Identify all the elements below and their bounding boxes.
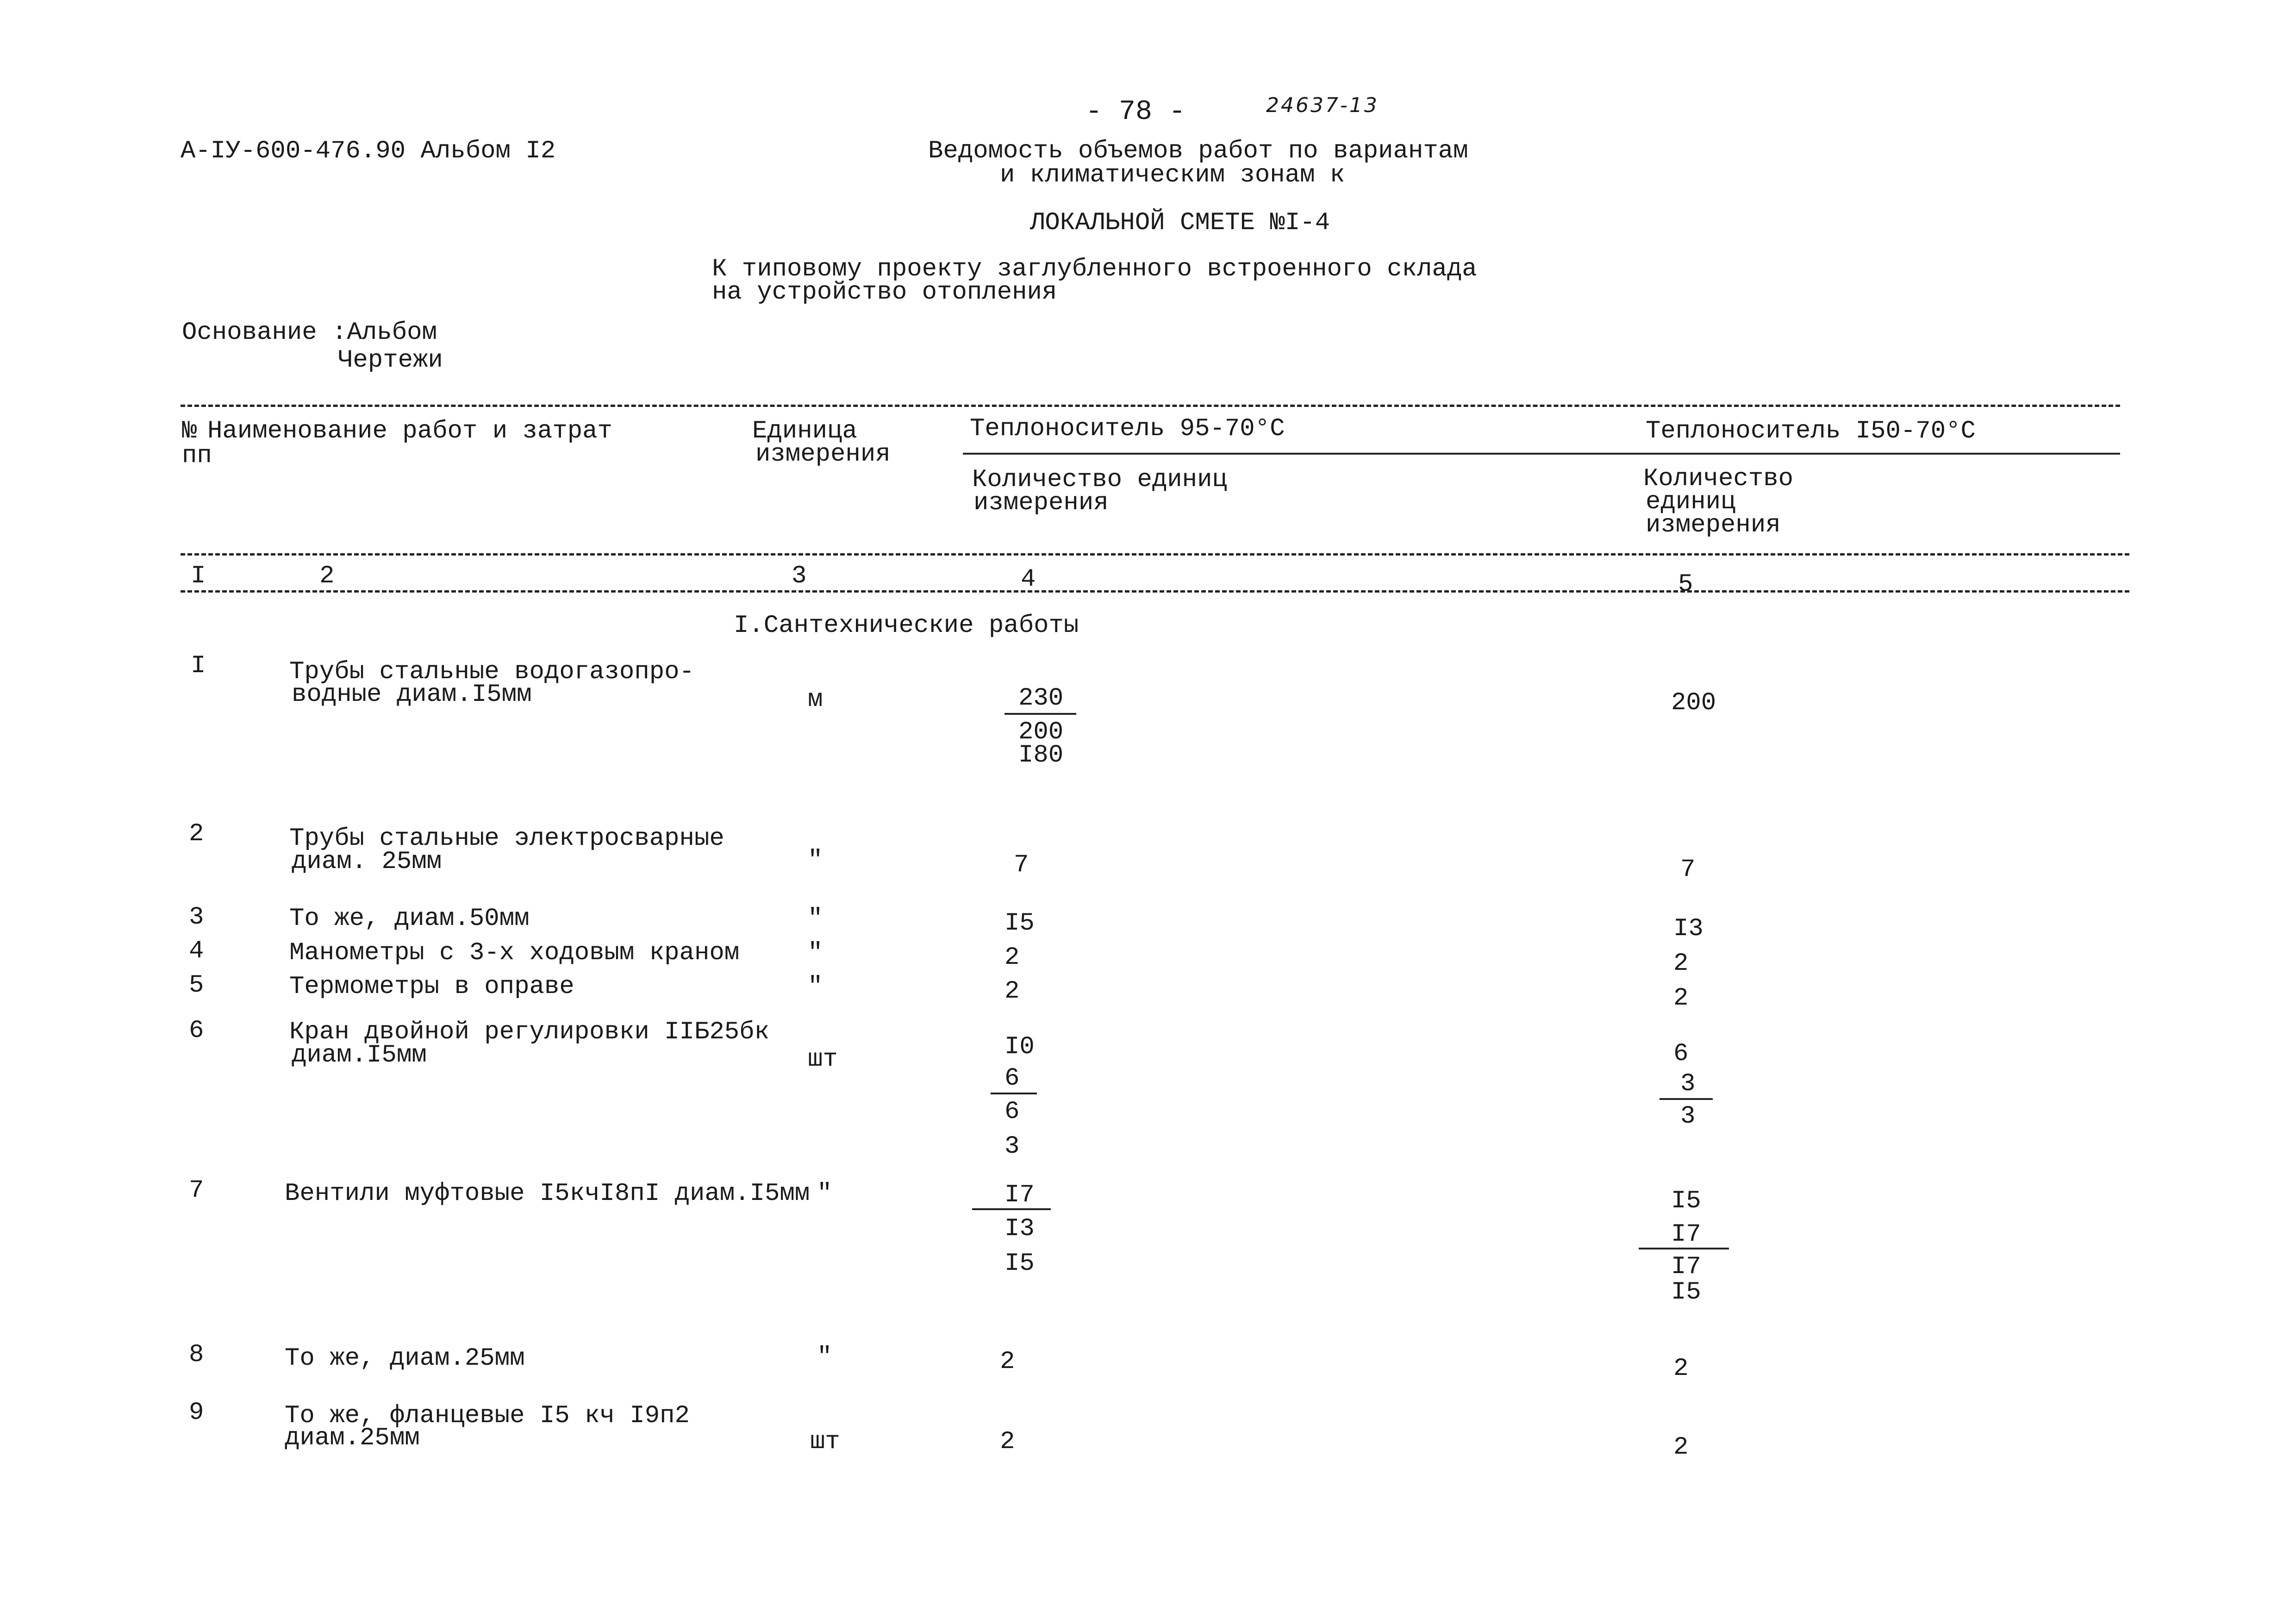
row-7-unit: " [817, 1180, 832, 1208]
row-3-unit: " [808, 905, 823, 933]
row-6-unit: шт [808, 1045, 838, 1074]
album-reference: А-IУ-600-476.90 Альбом I2 [181, 137, 556, 165]
row-6-number: 6 [189, 1017, 204, 1045]
row-1-qty95-a: 230 [1018, 684, 1064, 712]
header-coolant-95-70: Теплоноситель 95-70°С [970, 415, 1285, 443]
row-3-name: То же, диам.50мм [289, 905, 530, 933]
row-2-qty150: 7 [1680, 856, 1696, 884]
row-1-qty95-fraction-bar [1004, 713, 1076, 715]
row-2-name-line1: Трубы стальные электросварные [289, 824, 724, 853]
row-4-qty95: 2 [1004, 943, 1020, 972]
basis-label: Основание :Альбом [182, 319, 437, 347]
row-7-qty95-a: I7 [1004, 1181, 1035, 1209]
row-6-qty95-d: 3 [1004, 1132, 1020, 1161]
row-6-qty95-c: 6 [1004, 1098, 1020, 1126]
row-5-unit: " [808, 973, 823, 1001]
row-8-qty150: 2 [1673, 1355, 1689, 1383]
row-6-qty150-c: 3 [1680, 1102, 1696, 1131]
row-6-qty150-a: 6 [1673, 1040, 1689, 1068]
row-8-unit: " [817, 1343, 832, 1371]
row-7-qty150-c: I7 [1671, 1253, 1701, 1281]
row-9-qty95: 2 [1000, 1428, 1015, 1456]
row-1-number: I [191, 652, 206, 680]
row-8-number: 8 [189, 1341, 204, 1369]
row-4-number: 4 [189, 937, 204, 965]
column-number-4: 4 [1021, 565, 1036, 593]
row-3-qty95: I5 [1004, 909, 1035, 937]
row-7-qty95-c: I5 [1004, 1249, 1035, 1278]
row-1-name-line1: Трубы стальные водогазопро- [289, 658, 694, 686]
document-title-line2: и климатическим зонам к [1000, 161, 1345, 189]
header-number: № [182, 417, 197, 445]
row-4-name: Манометры с 3-х ходовым краном [289, 939, 740, 967]
header-work-name: Наименование работ и затрат [207, 417, 612, 445]
header-coolant-150-70: Теплоноситель I50-70°С [1646, 417, 1976, 445]
row-3-number: 3 [189, 903, 204, 931]
header-qty-95-line2: измерения [973, 489, 1109, 517]
row-7-name: Вентили муфтовые I5кчI8пI диам.I5мм [285, 1180, 810, 1208]
estimate-subtitle: ЛОКАЛЬНОЙ СМЕТЕ №I-4 [1030, 209, 1330, 237]
row-7-qty95-b: I3 [1004, 1215, 1035, 1243]
column-number-3: 3 [792, 562, 807, 590]
row-7-qty150-fraction-bar [1639, 1248, 1729, 1249]
header-qty-150-line3: измерения [1646, 511, 1781, 539]
row-6-qty150-b: 3 [1680, 1070, 1696, 1098]
row-9-name-line1: То же, фланцевые I5 кч I9п2 [285, 1402, 690, 1430]
header-unit-line2: измерения [755, 440, 891, 468]
row-7-number: 7 [189, 1176, 204, 1205]
row-1-qty150: 200 [1671, 689, 1716, 717]
row-6-qty95-fraction-bar [991, 1093, 1037, 1094]
row-8-qty95: 2 [1000, 1348, 1015, 1376]
header-qty-95-line1: Количество единиц [972, 466, 1227, 494]
row-1-qty95-b: 200 [1018, 718, 1064, 746]
basis-item-drawings: Чертежи [338, 346, 443, 375]
column-numbers-top-rule [181, 553, 2129, 556]
row-5-name: Термометры в оправе [289, 973, 574, 1001]
row-1-qty95-c: I80 [1018, 741, 1064, 769]
row-7-qty95-fraction-bar [972, 1208, 1051, 1210]
row-6-qty150-fraction-bar [1660, 1098, 1713, 1100]
table-top-rule [181, 405, 2120, 407]
row-7-qty150-d: I5 [1671, 1278, 1701, 1306]
row-2-qty95: 7 [1014, 851, 1029, 879]
row-9-number: 9 [189, 1399, 204, 1427]
row-7-qty150-b: I7 [1671, 1220, 1701, 1249]
row-5-number: 5 [189, 971, 204, 999]
project-line2: на устройство отопления [712, 278, 1057, 306]
column-number-1: I [191, 562, 206, 590]
row-6-name-line1: Кран двойной регулировки IIБ25бк [289, 1018, 769, 1046]
header-group-rule [963, 453, 2120, 455]
handwritten-code: 24637-13 [1266, 94, 1379, 117]
row-3-qty150: I3 [1673, 915, 1703, 943]
row-8-name: То же, диам.25мм [285, 1344, 525, 1373]
row-2-name-line2: диам. 25мм [292, 848, 442, 876]
row-2-unit: " [808, 846, 823, 874]
header-qty-150-line1: Количество [1643, 465, 1794, 493]
row-9-unit: шт [810, 1428, 840, 1456]
row-6-name-line2: диам.I5мм [292, 1041, 427, 1069]
header-qty-150-line2: единиц [1646, 488, 1736, 516]
row-2-number: 2 [189, 820, 204, 848]
column-number-5: 5 [1678, 570, 1693, 599]
row-9-name-line2: диам.25мм [285, 1424, 420, 1452]
row-4-qty150: 2 [1673, 949, 1689, 978]
header-unit-line1: Единица [752, 417, 857, 445]
document-title-line1: Ведомость объемов работ по вариантам [928, 137, 1468, 165]
row-6-qty95-b: 6 [1004, 1064, 1020, 1093]
row-5-qty95: 2 [1004, 977, 1020, 1006]
row-5-qty150: 2 [1673, 984, 1689, 1012]
column-numbers-bottom-rule [181, 590, 2129, 593]
row-9-qty150: 2 [1673, 1433, 1689, 1462]
row-1-name-line2: водные диам.I5мм [292, 681, 532, 709]
row-1-unit: м [808, 686, 823, 714]
project-line1: К типовому проекту заглубленного встроенного склада [712, 255, 1477, 283]
page-number: - 78 - [1086, 96, 1186, 128]
row-7-qty150-a: I5 [1671, 1187, 1701, 1215]
header-pp: пп [182, 442, 212, 470]
row-6-qty95-a: I0 [1004, 1033, 1035, 1061]
column-number-2: 2 [319, 562, 335, 590]
row-4-unit: " [808, 939, 823, 967]
section-title: I.Сантехнические работы [734, 612, 1079, 640]
